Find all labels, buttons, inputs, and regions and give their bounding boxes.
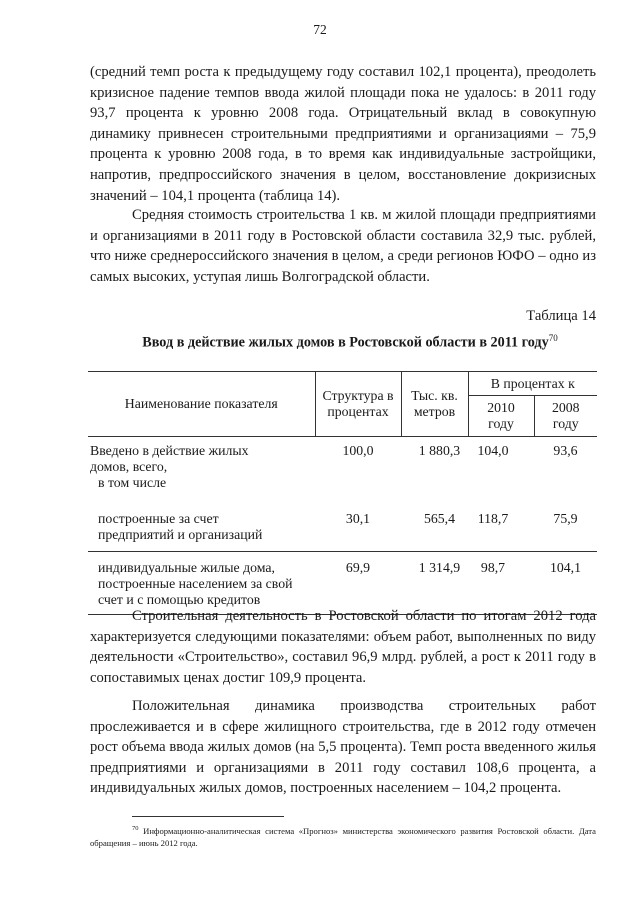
cell-thousand-sqm: 565,4 [401,501,468,552]
row-label-line: Введено в действие жилых [90,443,249,458]
housing-table [88,371,597,615]
header-2010: 2010 году [468,396,534,437]
paragraph-construction-cost: Средняя стоимость строительства 1 кв. м жилой площади предприятиями и организациями в 2011 году в Ростовской области составила 32,9 тыс. рублей, что ниже среднероссийского значения в целом, а среди регионов ЮФО – одно из самых высоких, уступая лишь Волгоградской области. [90,207,596,285]
table-title-footnote-mark: 70 [548,333,558,343]
paragraph-housing-dynamics: Положительная динамика производства строительных работ прослеживается и в сфере жилищного строительства, где в 2012 году отмечен рост объема ввода жилых домов (на 5,5 процента). Темп роста введенного жилья предприятиями и организациями в 2011 году составил 108,6 процента, а индивидуальных жилых домов, построенных населением – 104,2 процента. [90,698,596,797]
footnote [90,823,596,849]
row-label-line: домов, всего, [90,459,168,474]
cell-2010: 98,7 [468,552,534,615]
row-label-line: построенные населением за свой [98,576,293,591]
table-row [88,501,597,552]
paragraph-construction-2012: Строительная деятельность в Ростовской области по итогам 2012 года характеризуется следующими показателями: объем работ, выполненных по виду деятельности «Строительство», составил 96,9 млрд. рублей, а рост к 2011 году в сопоставимых ценах достиг 109,9 процента. [90,608,596,686]
header-2008: 2008 году [534,396,597,437]
cell-structure: 100,0 [342,443,374,458]
row-label-line: предприятий и организаций [98,527,263,542]
paragraph-continuation: (средний темп роста к предыдущему году составил 102,1 процента), преодолеть кризисное падение темпов ввода жилой площади пока не удалось: в 2011 году 93,7 процента к уровню 2008 года. Отрицательный вклад в совокупную динамику привнесен строительными предприятиями и организациями – 75,9 процента к уровню 2008 года, в то время как индивидуальные застройщики, напротив, предпроссийского значения в целом, восстановление докризисных значений – 104,1 процента (таблица 14). [90,64,596,204]
header-structure: Структура в процентах [315,372,401,437]
row-label-line: построенные за счет [98,511,219,526]
cell-structure: 69,9 [315,552,401,615]
footnote-text: Информационно-аналитическая система «Прогноз» министерства экономического развития Ростовской области. Дата обращения – июнь 2012 года. [90,825,596,848]
header-thousand-sqm: Тыс. кв. метров [401,372,468,437]
row-label [88,501,315,552]
footnote-mark: 70 [132,825,139,832]
cell-thousand-sqm: 1 880,3 [418,443,461,458]
header-percent-group: В процентах к [468,372,597,396]
footnote-separator [132,816,284,817]
row-label-line: индивидуальные жилые дома, [98,560,275,575]
cell-2010: 104,0 [477,443,509,458]
table-title-text: Ввод в действие жилых домов в Ростовской области в 2011 году [142,334,549,351]
cell-2008: 104,1 [534,552,597,615]
cell-structure: 30,1 [315,501,401,552]
cell-2008: 93,6 [553,443,578,458]
cell-thousand-sqm: 1 314,9 [401,552,468,615]
page-number: 72 [313,22,327,37]
table-title [0,333,640,352]
row-label [88,437,315,502]
row-label-line: в том числе [98,475,167,490]
cell-2010: 118,7 [468,501,534,552]
table-caption: Таблица 14 [526,308,596,324]
cell-2008: 75,9 [534,501,597,552]
row-label-line: счет и с помощью кредитов [98,592,261,607]
header-indicator: Наименование показателя [88,372,315,437]
table-row [88,437,597,502]
